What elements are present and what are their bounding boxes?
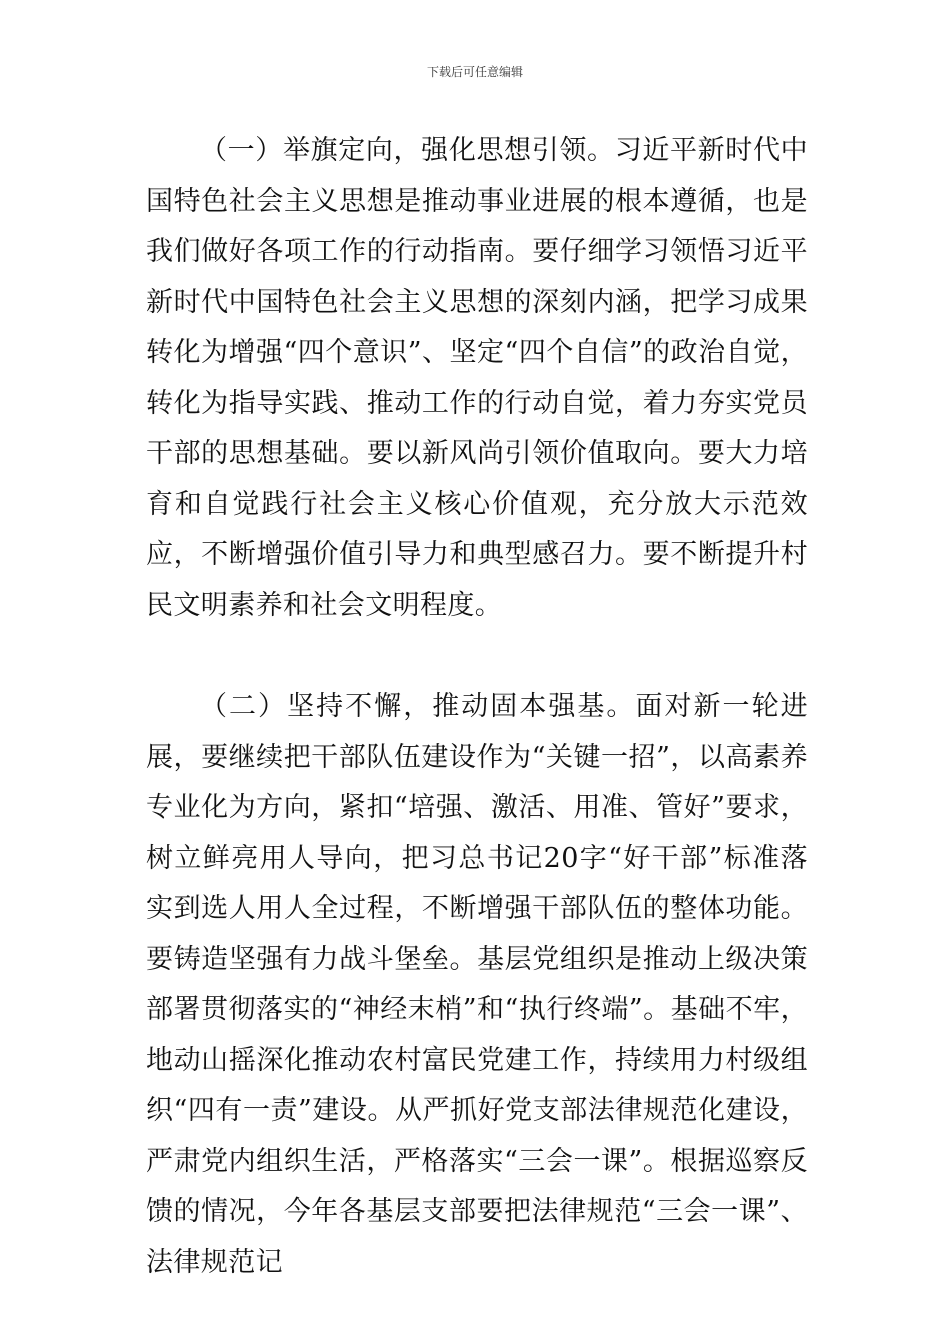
document-body	[146, 126, 808, 1288]
paragraph-1: （一）举旗定向，强化思想引领。习近平新时代中国特色社会主义思想是推动事业进展的根本遵循，也是我们做好各项工作的行动指南。要仔细学习领悟习近平新时代中国特色社会主义思想的深刻内涵，把学习成果转化为增强“四个意识”、坚定“四个自信”的政治自觉，转化为指导实践、推动工作的行动自觉，着力夯实党员干部的思想基础。要以新风尚引领价值取向。要大力培育和自觉践行社会主义核心价值观，充分放大示范效应，不断增强价值引导力和典型感召力。要不断提升村民文明素养和社会文明程度。	[146, 135, 808, 621]
paragraph-2: （二）坚持不懈，推动固本强基。面对新一轮进展，要继续把干部队伍建设作为“关键一招”，以高素养专业化为方向，紧扣“培强、激活、用准、管好”要求，树立鲜亮用人导向，把习总书记20字“好干部”标准落实到选人用人全过程，不断增强干部队伍的整体功能。要铸造坚强有力战斗堡垒。基层党组织是推动上级决策部署贯彻落实的“神经末梢”和“执行终端”。基础不牢，地动山摇深化推动农村富民党建工作，持续用力村级组织“四有一责”建设。从严抓好党支部法律规范化建设，严肃党内组织生活，严格落实“三会一课”。根据巡察反馈的情况，今年各基层支部要把法律规范“三会一课”、法律规范记	[146, 691, 808, 1278]
page-header-note: 下载后可任意编辑	[426, 65, 523, 79]
